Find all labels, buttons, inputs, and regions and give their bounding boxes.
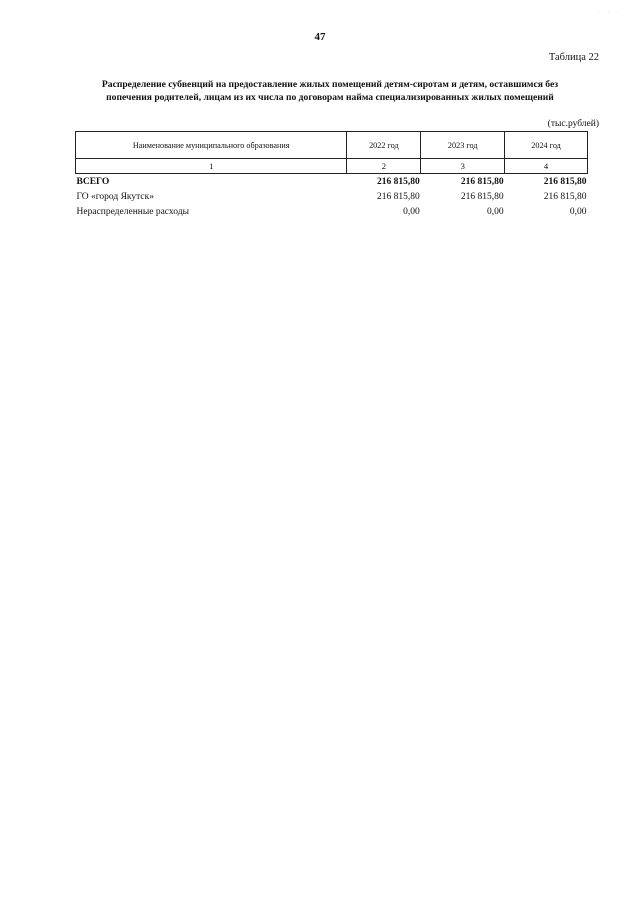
title-line-1: Распределение субвенций на предоставление жилых помещений детям-сиротам и детям, оставшимся без [101, 79, 559, 90]
header-2022: 2022 год [347, 132, 421, 159]
value-2023: 216 815,80 [460, 176, 504, 187]
table-row-yakutsk [76, 189, 588, 204]
value-2023: 0,00 [487, 206, 504, 217]
value-2022: 216 815,80 [377, 176, 420, 187]
table-label: Таблица 22 [548, 52, 599, 63]
row-name: ГО «город Якутск» [76, 191, 155, 202]
page-number: 47 [314, 31, 326, 43]
header-2023: 2023 год [421, 132, 505, 159]
value-2022: 216 815,80 [377, 191, 420, 202]
column-number-3: 3 [421, 159, 505, 174]
header-row [76, 132, 588, 159]
header-2024: 2024 год [505, 132, 588, 159]
column-number-1: 1 [76, 159, 347, 174]
value-2023: 216 815,80 [460, 191, 504, 202]
corner-mark: · · · [598, 10, 622, 16]
column-number-4: 4 [505, 159, 588, 174]
table-row-unallocated [76, 204, 588, 219]
value-2024: 216 815,80 [543, 176, 587, 187]
value-2022: 0,00 [403, 206, 420, 217]
column-number-2: 2 [347, 159, 421, 174]
column-number-row [76, 159, 588, 174]
title-line-2: попечения родителей, лицам из их числа по договорам найма специализированных жилых помещений [106, 92, 554, 103]
value-2024: 0,00 [569, 206, 587, 217]
unit-label: (тыс.рублей) [547, 119, 599, 129]
value-2024: 216 815,80 [543, 191, 587, 202]
table-row-total [76, 174, 588, 190]
header-municipality: Наименование муниципального образования [76, 132, 347, 159]
row-name: ВСЕГО [76, 176, 110, 187]
subvention-table [75, 131, 588, 219]
row-name: Нераспределенные расходы [76, 206, 189, 217]
document-title [60, 78, 600, 104]
